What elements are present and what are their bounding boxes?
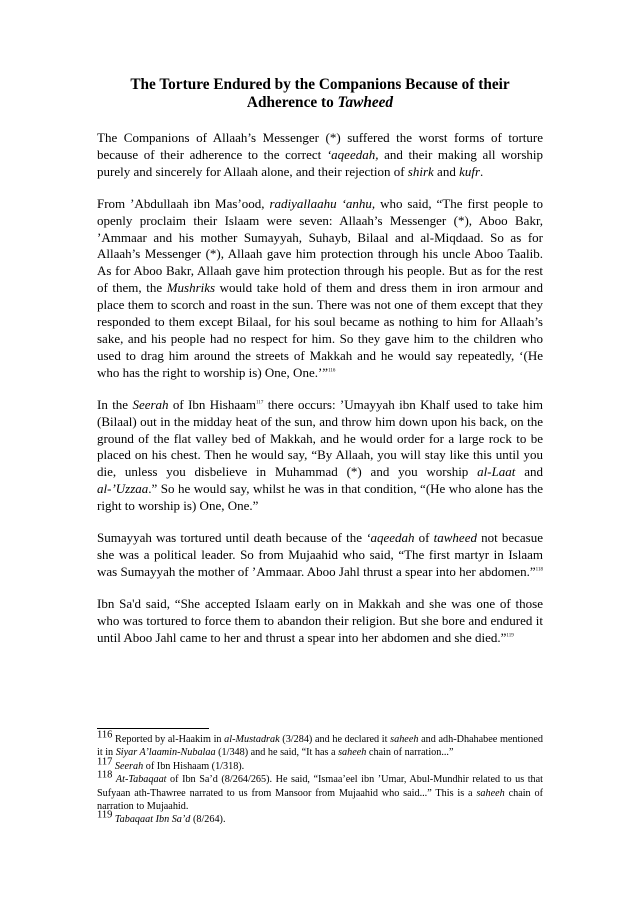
italic-term: ‘aqeedah (366, 530, 415, 546)
text: (8/264). (190, 814, 226, 826)
italic-term: ‘aqeedah, (326, 146, 379, 162)
page-body (97, 76, 543, 661)
text: would take hold of them and dress them in iron armour and place them to scorch and roast in the sun. There was not one of them except that they responded to them except Bilaal, for his soul became as nothing to him for Allaah’s sake, and his people had no respect for him. So they gave him to the children who used to drag him around the streets of Makkah and he would say repeatedly, ‘(He who has the right to worship is) One, One.’” (97, 280, 543, 380)
footnote-ref[interactable]: 119 (506, 633, 514, 639)
text: Ibn Sa'd said, “She accepted Islaam early on in Makkah and she was one of those who was tortured to force them to abandon their religion. But she bore and endured it until Aboo Jahl came to her and thrust a spear into her abdomen and she died.” (97, 595, 543, 645)
text: and their making all worship purely and sincerely for Allaah alone, and their rejection of (97, 146, 544, 179)
footnote-ref[interactable]: 118 (535, 567, 543, 573)
italic-term: Tabaqaat Ibn Sa’d (114, 814, 191, 826)
text: (3/284) and he declared it (279, 734, 391, 745)
paragraph-2 (97, 196, 543, 382)
title-line-2-italic: Tawheed (337, 94, 394, 111)
text: there occurs: ’Umayyah ibn Khalf used to take him (Bilaal) out in the midday heat of the sun, and throw him down upon his back, on the ground of the flat valley bed of Makkah, and he would order for a large rock to be placed on his chest. Then he would say, “By Allaah, you will stay like this until you die, unless you disbelieve in Muhammad (*) and you worship (97, 396, 543, 480)
italic-term: al-Laat (477, 464, 516, 480)
text: of Ibn Hishaam (168, 396, 256, 412)
footnote-118 (97, 769, 543, 813)
italic-term: saheeh (338, 747, 367, 759)
text: and (515, 464, 543, 480)
text: The Companions of Allaah’s Messenger (*) suffered the worst forms of torture because of their adherence to the correct (97, 130, 543, 162)
text: In the (97, 396, 133, 412)
text: Sumayyah was tortured until death because of the (97, 530, 367, 546)
italic-term: Seerah (114, 760, 144, 772)
title-line-1: The Torture Endured by the Companions Because of their (130, 76, 510, 93)
paragraph-5 (97, 596, 543, 647)
text: chain of narration...” (366, 747, 454, 759)
footnote-number: 116 (97, 729, 113, 741)
footnote-ref[interactable]: 117 (256, 400, 264, 406)
italic-term: al-Mustadrak (224, 734, 280, 745)
italic-term: saheeh (390, 734, 419, 745)
paragraph-3 (97, 397, 543, 515)
italic-term: tawheed (433, 530, 477, 546)
text: . (480, 163, 484, 179)
text: and adh-Dhahabee mentioned it in (97, 734, 543, 759)
text: (1/348) and he said, “It has a (215, 747, 339, 759)
paragraph-1 (97, 130, 543, 181)
title-line-2-text: Adherence to (246, 94, 338, 111)
text: not becasue she was a political leader. So from Mujaahid who said, “The first martyr in Islaam was Sumayyah the mother of ’Ammaar. Aboo Jahl thrust a spear into her abdomen.” (97, 530, 543, 579)
italic-term: radiyallaahu ‘anhu, (269, 195, 376, 211)
text: .” So he would say, whilst he was in that condition, “(He who alone has the right to worship is) One, One.” (97, 481, 543, 514)
footnote-number: 119 (97, 810, 113, 822)
text: From ’Abdullaah ibn Mas’ood, (97, 195, 270, 211)
footnote-116 (97, 729, 543, 760)
text: chain of narration to Mujaahid. (97, 787, 543, 813)
italic-term: Siyar A’laamin-Nubalaa (115, 747, 216, 759)
italic-term: Seerah (132, 396, 169, 412)
italic-term: kufr (459, 163, 481, 179)
footnote-number: 117 (97, 756, 113, 768)
italic-term: shirk (407, 163, 434, 179)
text: who said, “The first people to openly proclaim their Islaam were seven: Allaah’s Messenger (*), Aboo Bakr, ’Ammaar and his mother Sumayyah, Suhayb, Bilaal and al-Miqdaad. So as for Allaah’s Messenger (*), Allaah gave him protection through his uncle Aboo Taalib. As for Aboo Bakr, Allaah gave him protection through his people. But as for the rest of them, the (97, 195, 544, 296)
footnote-ref[interactable]: 116 (328, 368, 336, 374)
italic-term: saheeh (476, 787, 505, 799)
footnotes-section (97, 728, 543, 827)
paragraph-4 (97, 530, 543, 581)
text: Reported by al-Haakim in (112, 734, 225, 745)
text: of (414, 530, 434, 546)
footnote-117 (97, 756, 543, 773)
page-title (97, 76, 543, 112)
footnote-number: 118 (97, 769, 113, 781)
footnote-divider (97, 728, 209, 729)
italic-term: al-’Uzzaa (97, 481, 149, 497)
text: of Ibn Sa’d (8/264/265). He said, “Ismaa’eel ibn ’Umar, Abul-Mundhir related to us that Sufyaan ath-Thawree narrated to us from Mansoor from Mujaahid who said...” This is a (97, 774, 543, 799)
footnote-119 (97, 810, 543, 826)
italic-term: At-Tabaqaat (115, 774, 167, 786)
italic-term: Mushriks (166, 280, 216, 296)
text: and (433, 163, 460, 179)
text: of Ibn Hishaam (1/318). (143, 760, 245, 772)
